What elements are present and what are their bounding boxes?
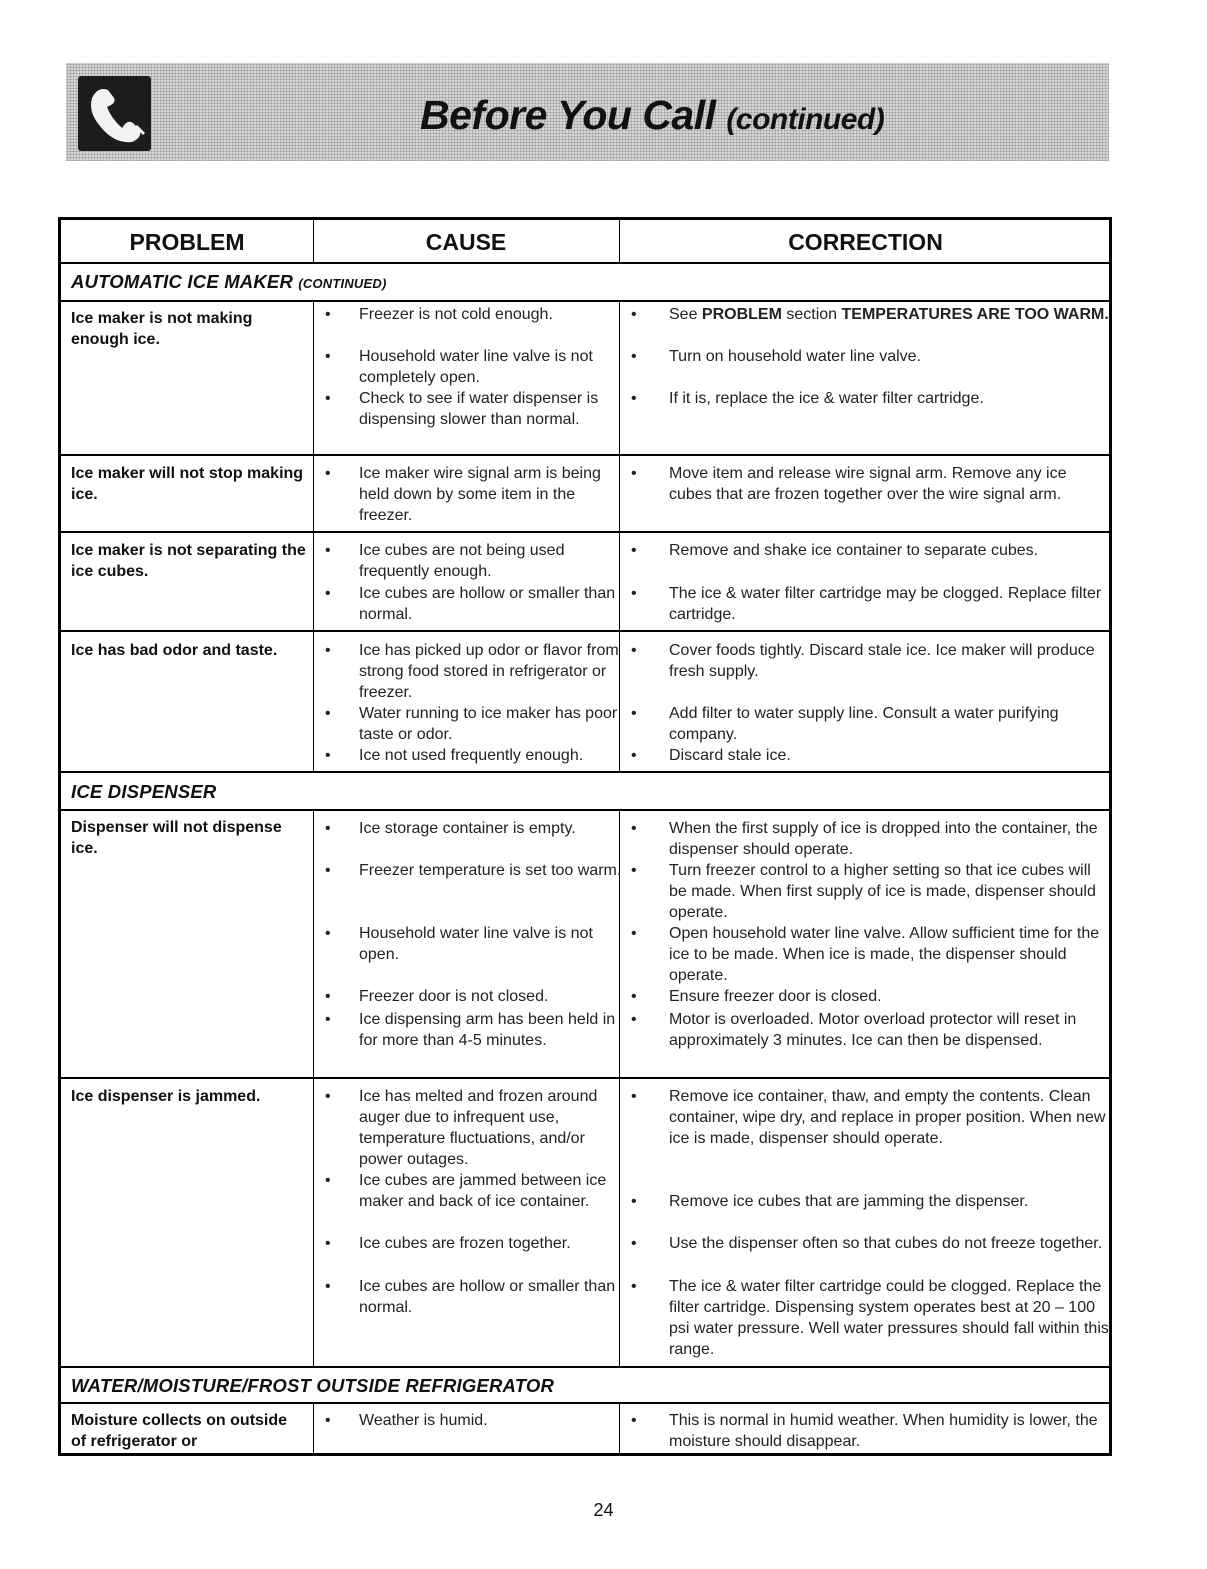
correction-item: • If it is, replace the ice & water filter cartridge.	[631, 390, 984, 407]
cause-item: • Ice not used frequently enough.	[325, 747, 584, 764]
row-divider	[61, 531, 1109, 533]
correction-item: • Cover foods tightly. Discard stale ice. Ice maker will produce fresh supply.	[631, 642, 1095, 680]
cause-item: • Household water line valve is not open.	[325, 925, 593, 963]
cause-item: • Ice cubes are frozen together.	[325, 1235, 571, 1252]
cause-item: • Ice cubes are hollow or smaller than normal.	[325, 1278, 616, 1316]
col-divider	[313, 300, 314, 771]
correction-item: • Motor is overloaded. Motor overload protector will reset in approximately 3 minutes. Ice can then be dispensed.	[631, 1011, 1077, 1049]
col-divider	[313, 809, 314, 1366]
phone-icon	[78, 76, 151, 151]
correction-item: • Turn on household water line valve.	[631, 348, 921, 365]
row-divider	[61, 809, 1109, 811]
page-title-suffix: (continued)	[726, 103, 885, 136]
correction-item: • Remove and shake ice container to separate cubes.	[631, 542, 1039, 559]
correction-item: • See PROBLEM section TEMPERATURES ARE TOO WARM.	[631, 306, 1109, 323]
row-divider	[61, 1077, 1109, 1079]
correction-item: • Use the dispenser often so that cubes do not freeze together.	[631, 1235, 1103, 1252]
cause-item: • Water running to ice maker has poor taste or odor.	[325, 705, 618, 743]
cause-item: • Ice storage container is empty.	[325, 820, 576, 837]
cause-item: • Ice cubes are jammed between ice maker and back of ice container.	[325, 1172, 607, 1210]
cause-item: • Ice has picked up odor or flavor from strong food stored in refrigerator or freezer.	[325, 642, 619, 701]
problem-cell: Ice maker will not stop making ice.	[71, 465, 304, 503]
correction-item: • Open household water line valve. Allow sufficient time for the ice to be made. When ice is made, the dispenser should operate.	[631, 925, 1100, 984]
cause-item: • Freezer is not cold enough.	[325, 306, 553, 323]
correction-item: • The ice & water filter cartridge may be clogged. Replace filter cartridge.	[631, 585, 1102, 623]
correction-item: • Move item and release wire signal arm. Remove any ice cubes that are frozen together over the wire signal arm.	[631, 465, 1067, 503]
correction-item: • When the first supply of ice is dropped into the container, the dispenser should operate.	[631, 820, 1098, 858]
cause-item: • Ice dispensing arm has been held in for more than 4-5 minutes.	[325, 1011, 616, 1049]
row-divider	[61, 630, 1109, 632]
correction-item: • Remove ice cubes that are jamming the dispenser.	[631, 1193, 1029, 1210]
column-header-cause: CAUSE	[425, 229, 507, 255]
correction-item: • Ensure freezer door is closed.	[631, 988, 882, 1005]
row-divider	[61, 262, 1109, 264]
col-divider	[313, 1402, 314, 1456]
correction-item: • Add filter to water supply line. Consult a water purifying company.	[631, 705, 1059, 743]
cause-item: • Household water line valve is not completely open.	[325, 348, 593, 386]
section-suffix: (CONTINUED)	[298, 276, 387, 291]
problem-cell: Moisture collects on outside of refrigerator or	[71, 1412, 288, 1450]
correction-item: • Turn freezer control to a higher setting so that ice cubes will be made. When first supply of ice is made, dispenser should operate.	[631, 862, 1096, 921]
cause-item: • Ice cubes are not being used frequently enough.	[325, 542, 565, 580]
page-title: Before You Call (continued)	[420, 92, 885, 138]
section-heading-ice-dispenser: ICE DISPENSER	[71, 781, 217, 802]
row-divider	[61, 300, 1109, 302]
problem-cell: Ice dispenser is jammed.	[71, 1088, 261, 1105]
problem-cell: Ice maker is not separating the ice cubes.	[71, 542, 306, 580]
cause-item: • Check to see if water dispenser is dispensing slower than normal.	[325, 390, 599, 428]
cause-item: • Ice cubes are hollow or smaller than normal.	[325, 585, 616, 623]
correction-item: • This is normal in humid weather. When humidity is lower, the moisture should disappear.	[631, 1412, 1098, 1450]
column-header-problem: PROBLEM	[129, 229, 245, 255]
correction-item: • Remove ice container, thaw, and empty the contents. Clean container, wipe dry, and replace in proper position. When new ice is made, dispenser should operate.	[631, 1088, 1106, 1147]
problem-cell: Dispenser will not dispense ice.	[71, 819, 282, 857]
row-divider	[61, 454, 1109, 456]
section-heading-moisture: WATER/MOISTURE/FROST OUTSIDE REFRIGERATOR	[71, 1375, 555, 1396]
row-divider	[61, 1366, 1109, 1368]
row-divider	[61, 771, 1109, 773]
row-divider	[61, 1402, 1109, 1404]
problem-cell: Ice maker is not making enough ice.	[71, 310, 253, 348]
column-header-correction: CORRECTION	[788, 229, 943, 255]
troubleshooting-table	[58, 217, 1112, 1456]
correction-item: • Discard stale ice.	[631, 747, 791, 764]
cause-item: • Ice maker wire signal arm is being held down by some item in the freezer.	[325, 465, 601, 524]
cause-item: • Weather is humid.	[325, 1412, 488, 1429]
problem-cell: Ice has bad odor and taste.	[71, 642, 278, 659]
correction-item: • The ice & water filter cartridge could be clogged. Replace the filter cartridge. Dispensing system operates best at 20 – 100 psi water pressure. Well water pressures should fall within this range.	[631, 1278, 1109, 1358]
cause-item: • Freezer door is not closed.	[325, 988, 549, 1005]
page-number: 24	[593, 1500, 614, 1520]
cause-item: • Freezer temperature is set too warm.	[325, 862, 622, 879]
section-heading-ice-maker: AUTOMATIC ICE MAKER (CONTINUED)	[71, 271, 387, 292]
cause-item: • Ice has melted and frozen around auger due to infrequent use, temperature fluctuations, and/or power outages.	[325, 1088, 598, 1168]
